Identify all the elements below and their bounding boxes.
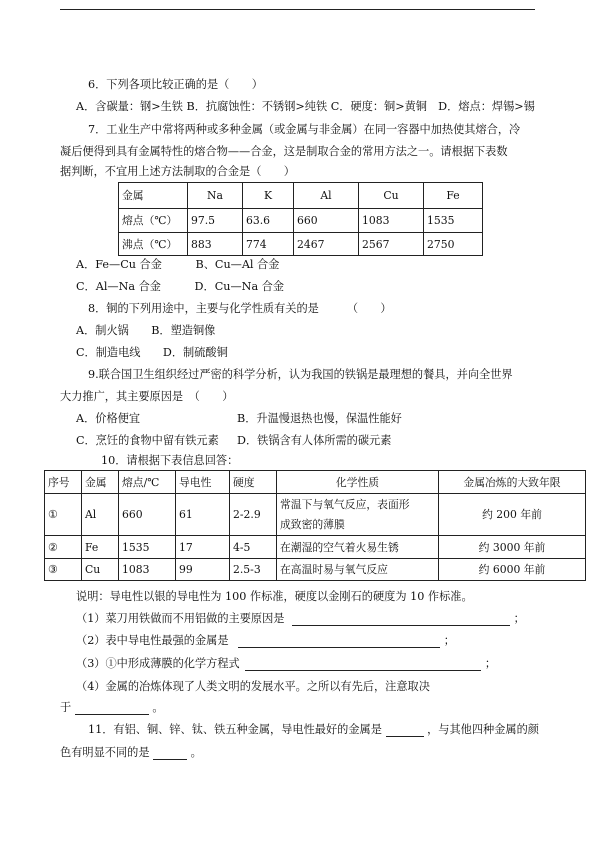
- q7-cell: 97.5: [188, 209, 243, 233]
- q10-cell: Fe: [82, 536, 119, 559]
- q10-sub4-blank[interactable]: [75, 702, 149, 715]
- q10-note: 说明：导电性以银的导电性为 100 作标准，硬度以金刚石的硬度为 10 作标准。: [76, 590, 473, 603]
- q7-th-metal: 金属: [119, 183, 188, 209]
- q7-th-na: Na: [188, 183, 243, 209]
- q10-cell: ②: [45, 536, 82, 559]
- q7-boiling-row: [119, 233, 483, 256]
- q10-cell: 2.5-3: [230, 559, 277, 581]
- q10-row-cu: [45, 559, 586, 581]
- q7-th-k: K: [243, 183, 294, 209]
- q7-metal-table: [118, 182, 483, 256]
- q8-options-cd: C．制造电线 D．制硫酸铜: [76, 346, 228, 359]
- q10-chem-line1: 常温下与氧气反应，表面形: [280, 497, 410, 511]
- q10-sub2-text: （2）表中导电性最强的金属是: [76, 634, 229, 647]
- q10-cell: 2-2.9: [230, 494, 277, 536]
- q10-cell: Cu: [82, 559, 119, 581]
- q7-line1: 7．工业生产中常将两种或多种金属（或金属与非金属）在同一容器中加热使其熔合，冷: [88, 123, 521, 136]
- q10-sub2: [76, 634, 455, 648]
- q11-line1: [88, 723, 539, 737]
- q10-sub4b-text: 于: [60, 701, 72, 714]
- q7-options-ab: A．Fe—Cu 合金 B、Cu—Al 合金: [76, 258, 280, 271]
- q10-cell: 在潮湿的空气着火易生锈: [277, 536, 439, 559]
- q10-stem: 10．请根据下表信息回答：: [101, 454, 239, 467]
- q7-cell: 1535: [424, 209, 483, 233]
- q10-cell: 1083: [119, 559, 176, 581]
- q11-line1a: 11．有铝、铜、锌、钛、铁五种金属，导电性最好的金属是: [88, 723, 382, 736]
- q7-cell: 774: [243, 233, 294, 256]
- q10-cell: Al: [82, 494, 119, 536]
- q7-options-cd: C．Al—Na 合金 D．Cu—Na 合金: [76, 280, 285, 293]
- q10-sub4: （4）金属的冶炼体现了人类文明的发展水平。之所以有先后，注意取决: [76, 680, 430, 693]
- q10-chem-line2: 成致密的薄膜: [280, 517, 345, 531]
- q10-table-header-row: [45, 471, 586, 494]
- q10-sub2-blank[interactable]: [238, 635, 440, 648]
- q10-cell: 17: [176, 536, 230, 559]
- q7-cell: 883: [188, 233, 243, 256]
- q11-line2: [60, 746, 202, 760]
- q11-line2b: 。: [190, 746, 202, 759]
- q7-cell: 2567: [359, 233, 424, 256]
- q7-cell: 沸点（℃）: [119, 233, 188, 256]
- q7-line3: 据判断，不宜用上述方法制取的合金是（ ）: [60, 165, 295, 178]
- q7-table-header-row: [119, 183, 483, 209]
- q10-th-years: 金属冶炼的大致年限: [439, 471, 586, 494]
- q7-th-al: Al: [294, 183, 359, 209]
- q10-sub2-semicolon: ；: [443, 634, 455, 647]
- q10-row-fe: [45, 536, 586, 559]
- q10-metal-table: [44, 470, 586, 581]
- q10-sub4-period: 。: [152, 701, 164, 714]
- q10-th-no: 序号: [45, 471, 82, 494]
- q7-cell: 1083: [359, 209, 424, 233]
- q10-cell: 61: [176, 494, 230, 536]
- q10-cell: 1535: [119, 536, 176, 559]
- q10-th-conductivity: 导电性: [176, 471, 230, 494]
- q10-cell: ③: [45, 559, 82, 581]
- q7-th-cu: Cu: [359, 183, 424, 209]
- q7-th-fe: Fe: [424, 183, 483, 209]
- q10-sub3-text: （3）①中形成薄膜的化学方程式: [76, 657, 240, 670]
- q10-sub3-blank[interactable]: [245, 658, 481, 671]
- q9-option-c: C．烹饪的食物中留有铁元素: [76, 434, 219, 447]
- q7-cell: 熔点（℃）: [119, 209, 188, 233]
- q10-row-al: [45, 494, 586, 536]
- q7-cell: 2750: [424, 233, 483, 256]
- q7-cell: 63.6: [243, 209, 294, 233]
- q10-th-hardness: 硬度: [230, 471, 277, 494]
- q9-option-a: A．价格便宜: [76, 412, 141, 425]
- q10-sub1: [76, 612, 525, 626]
- q9-line2: 大力推广，其主要原因是 （ ）: [60, 390, 234, 403]
- q11-line2a: 色有明显不同的是: [60, 746, 150, 759]
- q7-cell: 2467: [294, 233, 359, 256]
- q10-cell: 99: [176, 559, 230, 581]
- q10-sub1-semicolon: ；: [513, 612, 525, 625]
- q11-blank2[interactable]: [153, 747, 187, 760]
- q10-cell: 660: [119, 494, 176, 536]
- q10-sub4-cont: [60, 701, 164, 715]
- q10-cell: 约 6000 年前: [439, 559, 586, 581]
- top-rule: [60, 9, 535, 10]
- q10-cell: 约 200 年前: [439, 494, 586, 536]
- q7-line2: 凝后便得到具有金属特性的熔合物——合金，这是制取合金的常用方法之一。请根据下表数: [60, 145, 508, 158]
- q9-option-b: B．升温慢退热也慢，保温性能好: [237, 412, 402, 425]
- q10-sub3-semicolon: ；: [484, 657, 497, 670]
- q10-cell: ①: [45, 494, 82, 536]
- q9-option-d: D．铁锅含有人体所需的碳元素: [237, 434, 392, 447]
- q10-sub1-text: （1）菜刀用铁做而不用铝做的主要原因是: [76, 612, 285, 625]
- q10-cell: 4-5: [230, 536, 277, 559]
- q10-th-metal: 金属: [82, 471, 119, 494]
- q6-stem: 6．下列各项比较正确的是（ ）: [88, 78, 263, 91]
- q11-line1b: ，与其他四种金属的颜: [427, 723, 539, 736]
- q8-options-ab: A．制火锅 B．塑造铜像: [76, 324, 216, 337]
- q7-cell: 660: [294, 209, 359, 233]
- q7-melting-row: [119, 209, 483, 233]
- q10-cell: 约 3000 年前: [439, 536, 586, 559]
- q9-line1: 9.联合国卫生组织经过严密的科学分析，认为我国的铁锅是最理想的餐具，并向全世界: [88, 368, 513, 381]
- q11-blank1[interactable]: [386, 724, 424, 737]
- q8-stem: 8．铜的下列用途中，主要与化学性质有关的是 （ ）: [88, 302, 392, 315]
- q10-th-melting: 熔点/℃: [119, 471, 176, 494]
- q10-th-chemical: 化学性质: [277, 471, 439, 494]
- q10-sub3: [76, 657, 496, 671]
- q10-sub1-blank[interactable]: [292, 613, 510, 626]
- q6-options: A．含碳量：钢>生铁 B．抗腐蚀性：不锈钢>纯铁 C．硬度：铜>黄铜 D．熔点：焊锡>锡: [76, 100, 535, 113]
- q10-chem-cell: [277, 494, 439, 536]
- q10-cell: 在高温时易与氧气反应: [277, 559, 439, 581]
